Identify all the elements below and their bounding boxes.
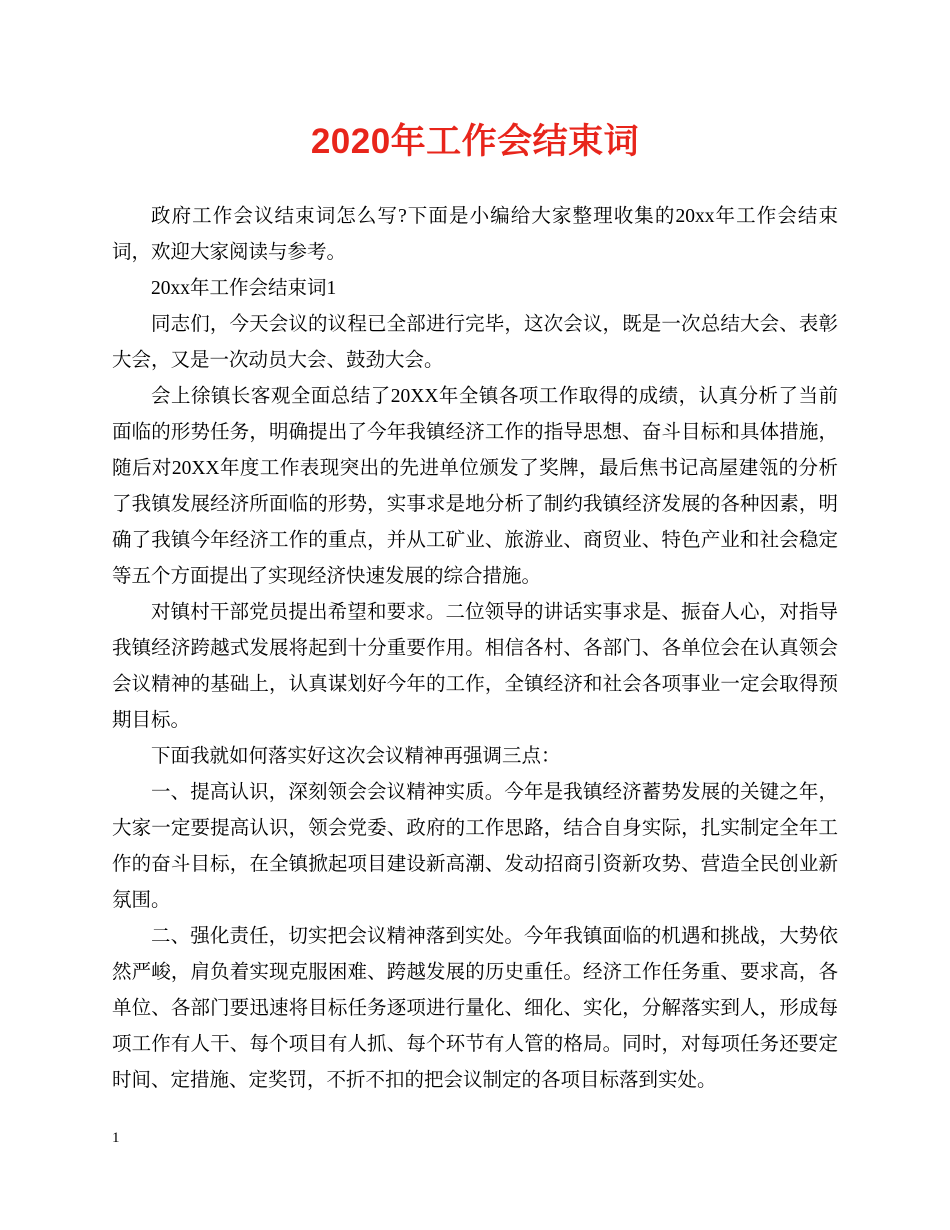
page-title: 2020年工作会结束词 bbox=[310, 122, 640, 161]
paragraph: 20xx年工作会结束词1 bbox=[151, 278, 337, 300]
paragraph: 同志们，今天会议的议程已全部进行完毕，这次会议，既是一次总结大会、表彰大会，又是一次动员大会、鼓劲大会。 bbox=[112, 314, 838, 372]
page-number: 1 bbox=[112, 1130, 120, 1146]
paragraph: 政府工作会议结束词怎么写?下面是小编给大家整理收集的20xx年工作会结束词，欢迎大家阅读与参考。 bbox=[112, 206, 838, 264]
paragraph: 会上徐镇长客观全面总结了20XX年全镇各项工作取得的成绩，认真分析了当前面临的形势任务，明确提出了今年我镇经济工作的指导思想、奋斗目标和具体措施，随后对20XX年度工作表现突出的先进单位颁发了奖牌，最后焦书记高屋建瓴的分析了我镇发展经济所面临的形势，实事求是地分析了制约我镇经济发展的各种因素，明确了我镇今年经济工作的重点，并从工矿业、旅游业、商贸业、特色产业和社会稳定等五个方面提出了实现经济快速发展的综合措施。 bbox=[112, 386, 838, 588]
paragraph: 下面我就如何落实好这次会议精神再强调三点： bbox=[151, 746, 561, 768]
paragraph: 二、强化责任，切实把会议精神落到实处。今年我镇面临的机遇和挑战，大势依然严峻，肩负着实现克服困难、跨越发展的历史重任。经济工作任务重、要求高，各单位、各部门要迅速将目标任务逐项进行量化、细化、实化，分解落实到人，形成每项工作有人干、每个项目有人抓、每个环节有人管的格局。同时，对每项任务还要定时间、定措施、定奖罚，不折不扣的把会议制定的各项目标落到实处。 bbox=[112, 926, 838, 1092]
document-body bbox=[112, 118, 838, 1099]
paragraph: 一、提高认识，深刻领会会议精神实质。今年是我镇经济蓄势发展的关键之年，大家一定要提高认识，领会党委、政府的工作思路，结合自身实际，扎实制定全年工作的奋斗目标，在全镇掀起项目建设新高潮、发动招商引资新攻势、营造全民创业新氛围。 bbox=[112, 782, 838, 912]
paragraph: 对镇村干部党员提出希望和要求。二位领导的讲话实事求是、振奋人心，对指导我镇经济跨越式发展将起到十分重要作用。相信各村、各部门、各单位会在认真领会会议精神的基础上，认真谋划好今年的工作，全镇经济和社会各项事业一定会取得预期目标。 bbox=[112, 602, 838, 732]
